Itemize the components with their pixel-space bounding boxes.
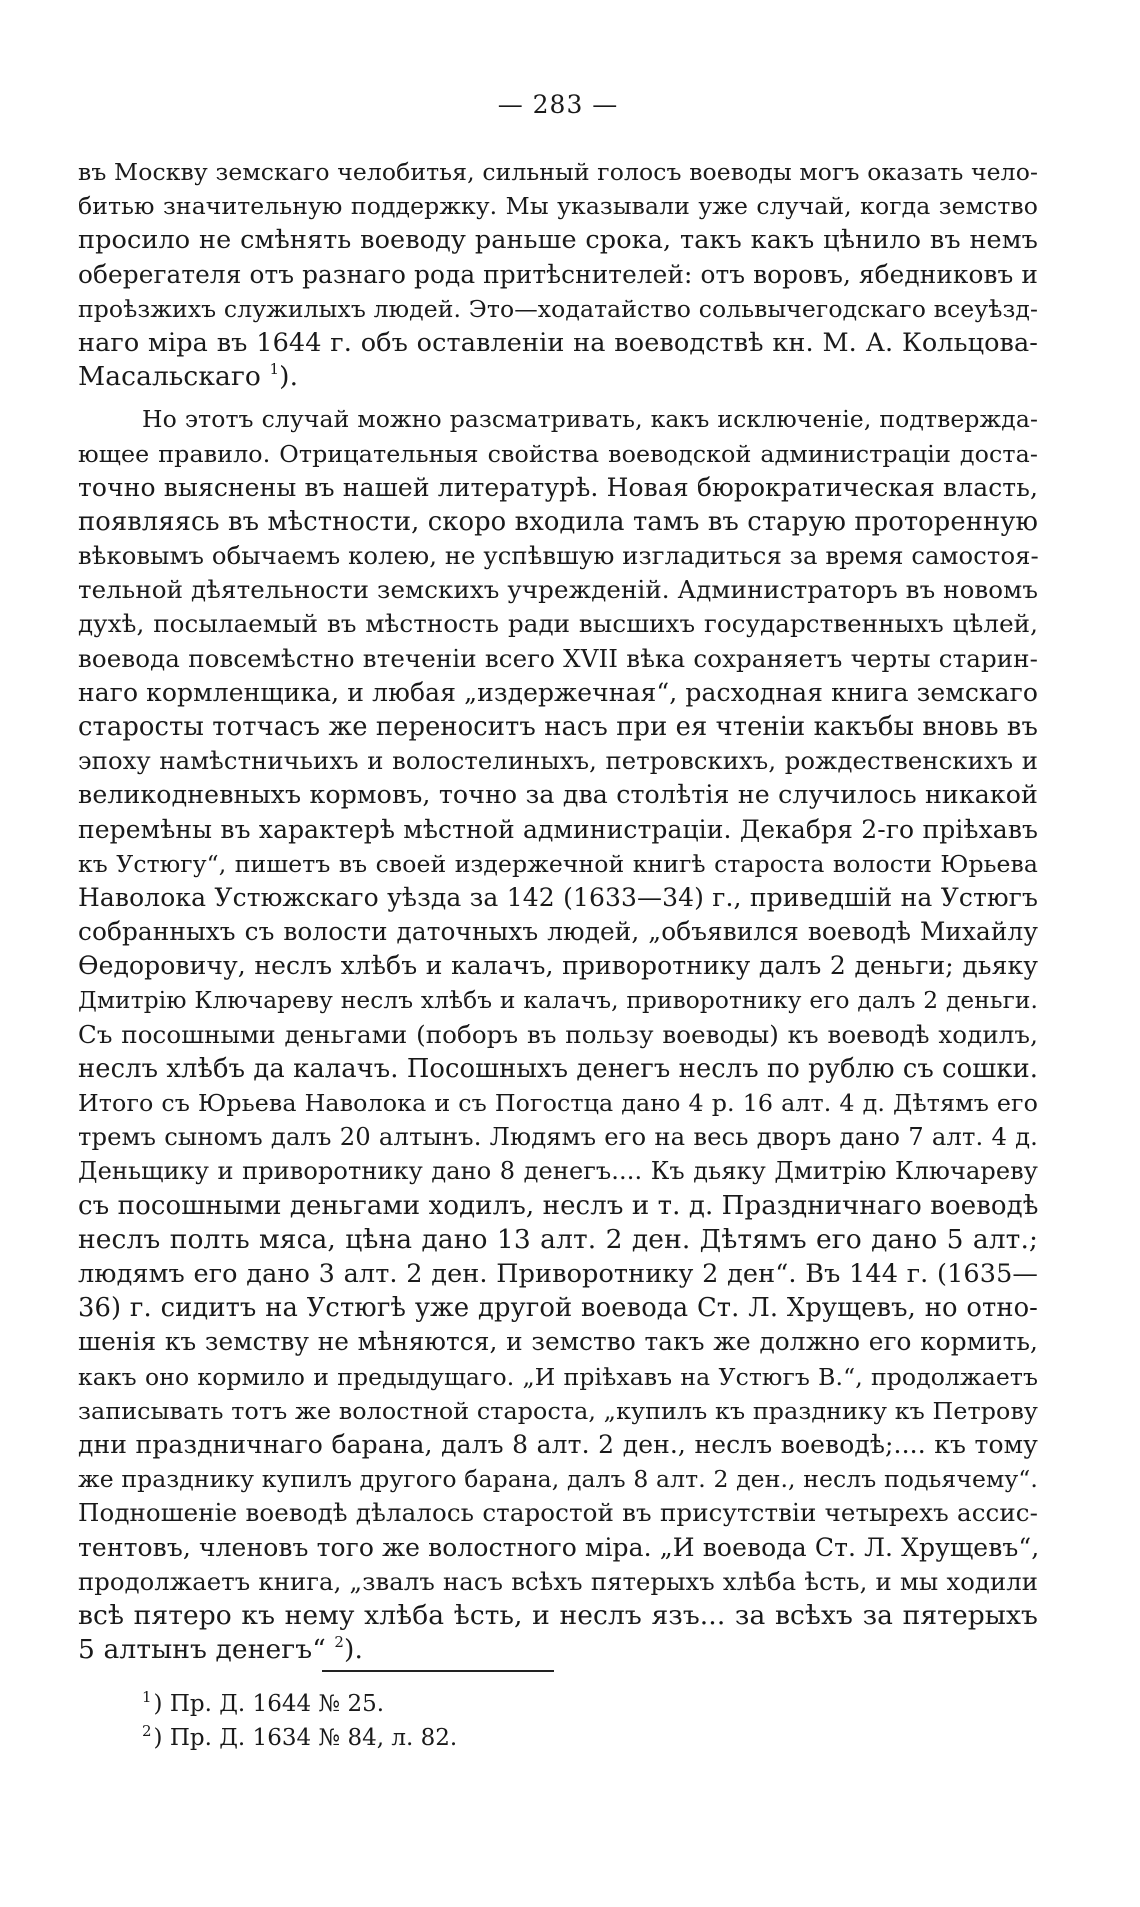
text-line: съ посошными деньгами ходилъ, неслъ и т. д. Праздничнаго воеводѣ — [78, 1190, 1039, 1221]
text-line: великодневныхъ кормовъ, точно за два столѣтія не случилось никакой — [78, 780, 1038, 810]
text-line-last — [78, 360, 1038, 394]
text-line: Ѳедоровичу, неслъ хлѣбъ и калачъ, приворотнику далъ 2 деньги; дьяку — [78, 951, 1038, 981]
text-line: дни праздничнаго барана, далъ 8 алт. 2 ден., неслъ воеводѣ;.... къ тому — [78, 1429, 1038, 1459]
last-line-text: 5 алтынъ денегъ“ — [78, 1634, 326, 1666]
text-line: эпоху намѣстничьихъ и волостелиныхъ, петровскихъ, рождественскихъ и — [78, 746, 1038, 776]
text-line: духѣ, посылаемый въ мѣстность ради высшихъ государственныхъ цѣлей, — [78, 609, 1038, 639]
text-line: Деньщику и приворотнику дано 8 денегъ.... Къ дьяку Дмитрію Ключареву — [78, 1157, 1038, 1186]
footnote-text: ) Пр. Д. 1644 № 25. — [153, 1691, 385, 1717]
page-number: — 283 — — [497, 90, 619, 119]
footnote-mark: 2 — [142, 1722, 152, 1740]
text-line: собранныхъ съ волости даточныхъ людей, „объявился воеводѣ Михайлу — [78, 917, 1038, 947]
text-line: перемѣны въ характерѣ мѣстной администраціи. Декабря 2-го прiѣхавъ — [78, 814, 1038, 844]
text-line: Дмитрію Ключареву неслъ хлѣбъ и калачъ, приворотнику его далъ 2 деньги. — [78, 986, 1038, 1014]
text-line-last — [78, 1633, 1038, 1667]
text-line: записывать тотъ же волостной староста, „купилъ къ празднику къ Петрову — [78, 1396, 1038, 1425]
text-line: оберегателя отъ разнаго рода притѣснителей: отъ воровъ, ябедниковъ и — [78, 259, 1038, 289]
text-line: всѣ пятеро къ нему хлѣба ѣсть, и неслъ язъ... за всѣхъ за пятерыхъ — [78, 1599, 1038, 1631]
footnote-text: ) Пр. Д. 1634 № 84, л. 82. — [153, 1725, 458, 1751]
text-line: какъ оно кормило и предыдущаго. „И прiѣхавъ на Устюгъ В.“, продолжаетъ — [78, 1362, 1038, 1391]
text-line: Итого съ Юрьева Наволока и съ Погостца дано 4 р. 16 алт. 4 д. Дѣтямъ его — [78, 1089, 1038, 1118]
paragraph-2 — [78, 402, 1038, 1667]
footnotes — [142, 1680, 842, 1751]
text-line: тремъ сыномъ далъ 20 алтынъ. Людямъ его на весь дворъ дано 7 алт. 4 д. — [78, 1122, 1038, 1152]
footnote-ref-1: 1 — [269, 360, 280, 379]
text-line: Подношеніе воеводѣ дѣлалось старостой въ присутствіи четырехъ ассис- — [78, 1498, 1038, 1528]
text-line: наго міра въ 1644 г. объ оставленіи на воеводствѣ кн. М. А. Кольцова- — [78, 327, 1038, 358]
text-line: неслъ хлѣбъ да калачъ. Посошныхъ денегъ неслъ по рублю съ сошки. — [78, 1053, 1039, 1084]
text-line: точно выяснены въ нашей литературѣ. Новая бюрократическая власть, — [78, 472, 1038, 502]
text-line: шенія къ земству не мѣняются, и земство такъ же должно его кормить, — [78, 1327, 1038, 1357]
footnote-1 — [142, 1680, 842, 1717]
text-line: тельной дѣятельности земскихъ учрежденій. Администраторъ въ новомъ — [78, 575, 1039, 605]
text-line: въ Москву земскаго челобитья, сильный голосъ воеводы могъ оказать чело- — [78, 158, 1038, 186]
text-line: Съ посошными деньгами (поборъ въ пользу воеводы) къ воеводѣ ходилъ, — [78, 1019, 1038, 1049]
text-line: продолжаетъ книга, „звалъ насъ всѣхъ пятерыхъ хлѣба ѣсть, и мы ходили — [78, 1566, 1038, 1596]
text-line: появляясь въ мѣстности, скоро входила тамъ въ старую проторенную — [78, 506, 1038, 537]
text-line: неслъ полть мяса, цѣна дано 13 алт. 2 ден. Дѣтямъ его дано 5 алт.; — [78, 1223, 1038, 1255]
text-line: же празднику купилъ другого барана, далъ 8 алт. 2 ден., неслъ подьячему“. — [78, 1465, 1038, 1494]
text-line: старосты тотчасъ же переноситъ насъ при ея чтеніи какъбы вновь въ — [78, 712, 1038, 742]
text-line: тентовъ, членовъ того же волостного міра. „И воевода Ст. Л. Хрущевъ“, — [78, 1532, 1040, 1562]
body-text — [78, 155, 1038, 1667]
text-line: проѣзжихъ служилыхъ людей. Это—ходатайство сольвычегодскаго всеуѣзд- — [78, 294, 1038, 323]
last-line-text: Масальскаго — [78, 361, 261, 393]
paragraph-1 — [78, 155, 1038, 394]
text-line: битью значительную поддержку. Мы указывали уже случай, когда земство — [78, 192, 1038, 221]
text-line: Наволока Устюжскаго уѣзда за 142 (1633—34) г., приведшій на Устюгъ — [78, 882, 1038, 912]
footnote-mark: 1 — [142, 1688, 152, 1706]
text-line: ющее правило. Отрицательныя свойства воеводской администраціи доста- — [78, 439, 1038, 468]
footnote-2 — [142, 1714, 842, 1751]
last-line-tail: ). — [279, 361, 299, 393]
text-line: наго кормленщика, и любая „издержечная“, расходная книга земскаго — [78, 677, 1038, 707]
footnote-ref-2: 2 — [334, 1633, 345, 1652]
text-line: людямъ его дано 3 алт. 2 ден. Приворотнику 2 ден“. Въ 144 г. (1635— — [78, 1259, 1038, 1289]
footnote-divider — [322, 1670, 554, 1672]
text-line: Но этотъ случай можно разсматривать, какъ исключеніе, подтвержда- — [142, 405, 1038, 434]
text-line: просило не смѣнять воеводу раньше срока, такъ какъ цѣнило въ немъ — [78, 225, 1038, 256]
text-line: къ Устюгу“, пишетъ въ своей издержечной книгѣ староста волости Юрьева — [78, 849, 1038, 878]
text-line: вѣковымъ обычаемъ колею, не успѣвшую изгладиться за время самостоя- — [78, 541, 1039, 571]
text-line: 36) г. сидитъ на Устюгѣ уже другой воевода Ст. Л. Хрущевъ, но отно- — [78, 1293, 1038, 1324]
last-line-tail: ). — [344, 1634, 364, 1666]
text-line: воевода повсемѣстно втеченіи всего XVII вѣка сохраняетъ черты старин- — [78, 643, 1038, 673]
